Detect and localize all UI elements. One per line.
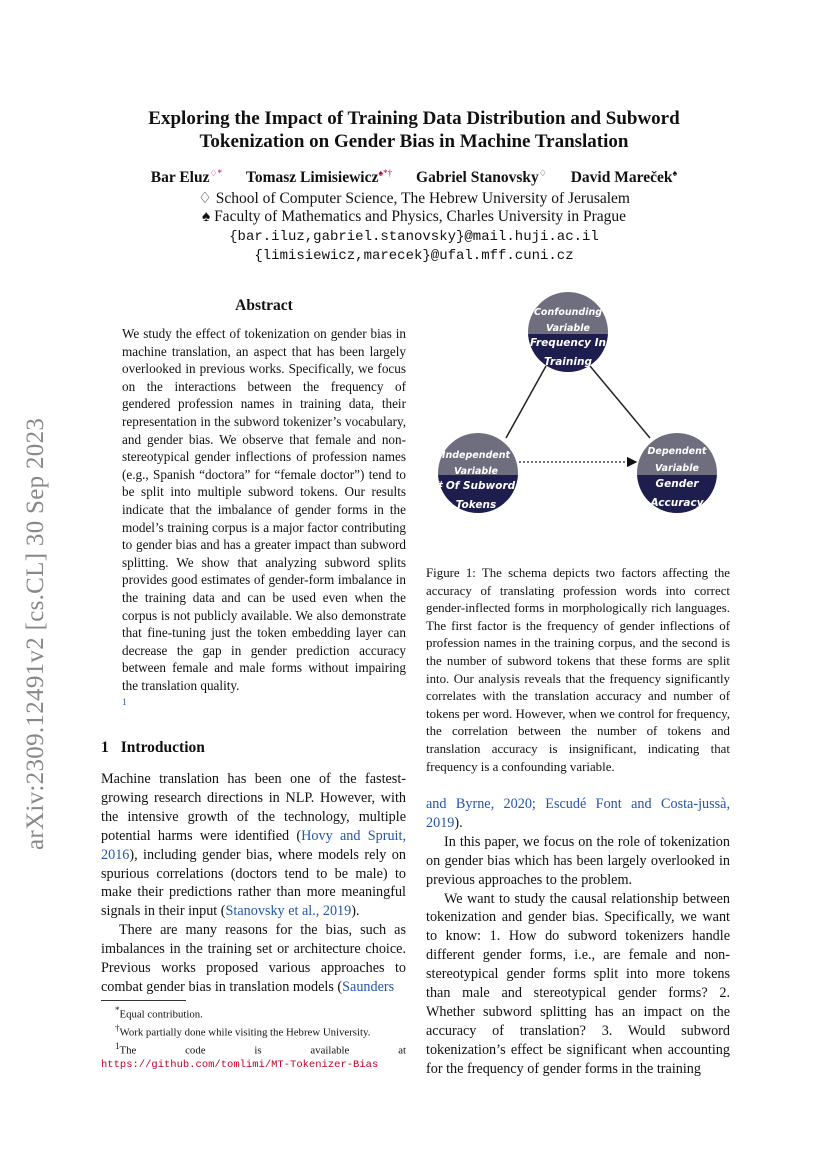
citation-saunders-escude[interactable]: and Byrne, 2020; Escudé Font and Costa-jussà, 2019: [426, 796, 730, 831]
author-3: Gabriel Stanovsky♢: [416, 168, 547, 187]
intro-paragraph-1: Machine translation has been one of the fastest-growing research directions in NLP. However, with the intensive growth of the technology, multiple potential harms were identified (Hovy and Spruit, 2016), including gender bias, where models rely on spurious correlations (doctors tend to be male) to make their predictions rather than more meaningful signals in their input (Stanovsky et al., 2019).: [101, 771, 406, 920]
right-col-paragraph-2: We want to study the causal relationship between tokenization and gender bias. Specifically, we want to know: 1. How do subword tokenizers handle different gender forms, i.e., are female and non-stereotypical gender forms split into more tokens than male and stereotypical gender forms? 2. Whether subword splitting has an impact on the accuracy of translation? 3. Would subword tokenization’s effect be significant when accounting for the frequency of gender forms in the training: [426, 890, 730, 1077]
email-line-1: {bar.iluz,gabriel.stanovsky}@mail.huji.ac.il: [229, 229, 599, 245]
intro-paragraph-2: There are many reasons for the bias, such as imbalances in the training set or architecture choice. Previous works proposed various approaches to combat gender bias in translation models (Saunders: [101, 922, 406, 995]
figure-1-schema: [426, 290, 730, 530]
footnote-visit: †Work partially done while visiting the Hebrew University.: [115, 1023, 371, 1039]
author-list: [0, 168, 828, 187]
citation-saunders[interactable]: Saunders: [342, 978, 395, 995]
title-line-2: Tokenization on Gender Bias in Machine Translation: [199, 131, 629, 152]
email-line-2: {limisiewicz,marecek}@ufal.mff.cuni.cz: [254, 248, 574, 264]
node-top-label-2: Variable: [546, 323, 590, 334]
abstract-heading: Abstract: [235, 297, 293, 314]
section-number: 1: [101, 739, 109, 756]
paper-title: [0, 107, 828, 153]
author-1: Bar Eluz♢*: [150, 168, 223, 187]
footnote-rule: [101, 1000, 186, 1001]
node-right-label-3: Gender: [655, 478, 699, 490]
affiliation-charles-university: ♠ Faculty of Mathematics and Physics, Charles University in Prague: [201, 208, 627, 225]
node-left-label-4: Tokens: [455, 499, 497, 511]
author-4: David Mareček♠: [570, 168, 678, 187]
title-line-1: Exploring the Impact of Training Data Distribution and Subword: [148, 108, 680, 129]
section-title: Introduction: [120, 739, 205, 756]
node-right-label-4: Accuracy: [650, 497, 704, 509]
footnotes: [101, 1004, 406, 1073]
right-col-paragraph-1: In this paper, we focus on the role of tokenization on gender bias which has been largely overlooked in previous approaches to the problem.: [426, 833, 730, 888]
affiliation-hebrew-university: ♢ School of Computer Science, The Hebrew University of Jerusalem: [197, 190, 630, 207]
node-right-label-1: Dependent: [647, 446, 707, 457]
edge-confounder-to-dependent: [590, 366, 650, 438]
node-right-label-2: Variable: [655, 463, 699, 474]
abstract-footnote-link[interactable]: 1: [122, 697, 127, 708]
citation-hovy-spruit[interactable]: Hovy and Spruit, 2016: [101, 827, 406, 863]
citation-stanovsky[interactable]: Stanovsky et al., 2019: [225, 903, 352, 920]
right-col-continuation: and Byrne, 2020; Escudé Font and Costa-jussà, 2019).: [426, 796, 730, 831]
node-top-label-4: Training: [544, 356, 592, 368]
abstract-text: We study the effect of tokenization on gender bias in machine translation, an aspect that has been largely overlooked in previous works. Specifically, we focus on the interactions between the frequency of gendered profession names in training data, their representation in the subword tokenizer’s vocabulary, and gender bias. We observe that female and non-stereotypical gender inflections of profession names (e.g., Spanish “doctora” for “female doctor”) tend to be split into multiple subword tokens. Our results indicate that the imbalance of gender forms in the model’s training corpus is a major factor contributing to gender bias and has a greater impact than subword splitting. We show that analyzing subword splits provides good estimates of gender-form imbalance in the training data and can be used even when the corpus is not publicly available. We also demonstrate that fine-tuning just the token embedding layer can decrease the gap in gender prediction accuracy between female and male forms without impairing the translation quality.: [122, 326, 406, 693]
section-heading-introduction: [101, 739, 205, 757]
figure-1-caption: Figure 1: The schema depicts two factors affecting the accuracy of translating profession words into correct gender-inflected forms in morphologically rich languages. The first factor is the frequency of gender inflections of profession names in the training corpus, and the second is the number of subword tokens that these forms are split into. Our analysis reveals that the frequency significantly correlates with the translation accuracy and number of tokens per word. However, when we control for frequency, the correlation between the number of tokens and translation accuracy is insignificant, indicating that frequency is a confounding variable.: [426, 566, 730, 774]
footnote-code: $^1$The code is available at https://github.com/tomlimi/MT-Tokenizer-Bias: [101, 1041, 406, 1072]
left-column-body: [101, 770, 406, 997]
node-top-label-3: Frequency In: [529, 337, 607, 349]
node-top-label-1: Confounding: [533, 307, 603, 318]
abstract-body: [122, 325, 406, 712]
edge-confounder-to-independent: [506, 366, 546, 438]
node-left-label-1: Independent: [441, 450, 511, 461]
code-url-link[interactable]: https://github.com/tomlimi/MT-Tokenizer-Bias: [101, 1059, 379, 1072]
author-2: Tomasz Limisiewicz♠*†: [245, 168, 393, 187]
node-left-label-2: Variable: [454, 466, 498, 477]
node-left-label-3: # Of Subword: [434, 480, 516, 492]
arxiv-identifier: arXiv:2309.12491v2 [cs.CL] 30 Sep 2023: [22, 417, 49, 850]
footnote-equal-contribution: *Equal contribution.: [115, 1005, 203, 1021]
right-column-body: [426, 795, 730, 1079]
